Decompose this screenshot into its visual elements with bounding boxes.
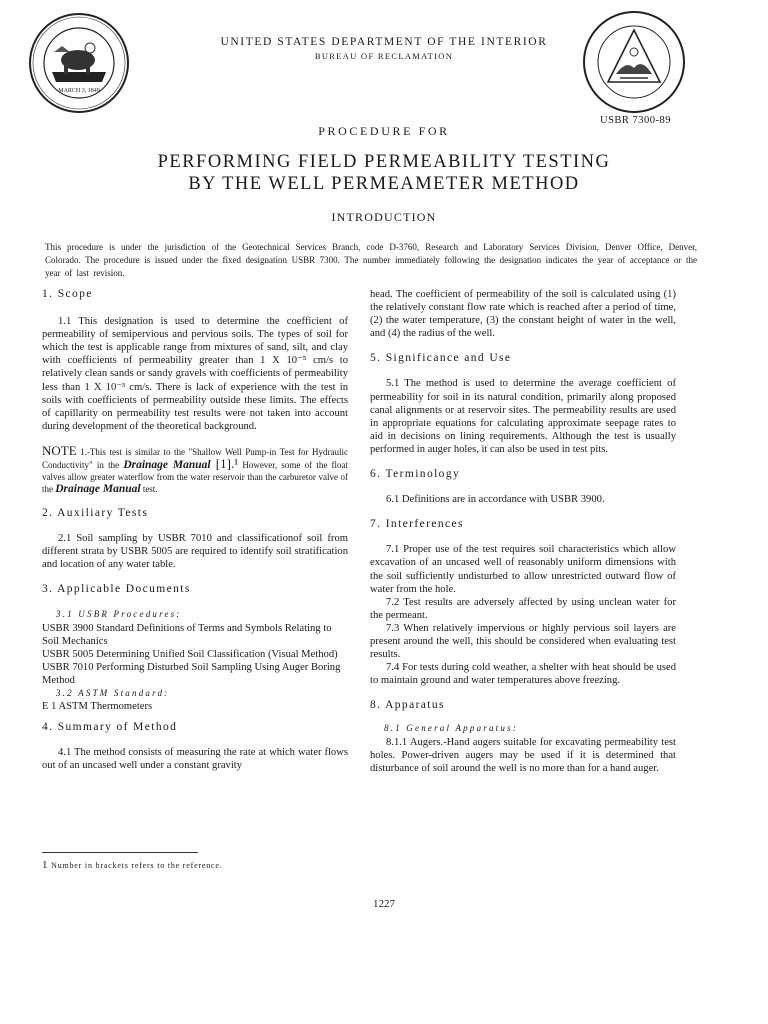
footnote-divider [42,852,198,853]
svg-text:MARCH 3, 1849: MARCH 3, 1849 [58,88,100,94]
section-7-2-paragraph: 7.2 Test results are adversely affected by using unclean water for the permeant. [370,596,676,621]
document-usbr-5005: USBR 5005 Determining Unified Soil Classification (Visual Method) [42,648,338,660]
introduction-text: This procedure is under the jurisdiction of the Geotechnical Services Branch, code D-3760, Research and Laboratory Services Division, Denver Office, Denver, Colorado. The procedure is issued under the fixed designation USBR 7300. The number immediately following the designation indicates the year of acceptance or the year of last revision. [45,242,697,278]
section-8-heading: 8. Apparatus [370,699,445,712]
section-1-heading: 1. Scope [42,288,93,300]
page-number: 1227 [373,898,395,910]
section-5-heading: 5. Significance and Use [370,352,512,365]
doi-seal-left [28,12,130,119]
drainage-manual-ref: Drainage Manual [123,458,211,471]
agency-name: UNITED STATES DEPARTMENT OF THE INTERIOR [220,36,548,48]
section-2-heading: 2. Auxiliary Tests [42,506,149,519]
section-6-paragraph: 6.1 Definitions are in accordance with USBR 3900. [386,494,605,506]
reclamation-seal-right [582,10,686,119]
note-label: NOTE [42,442,77,458]
section-3-heading: 3. Applicable Documents [42,583,191,596]
document-astm-e1: E 1 ASTM Thermometers [42,701,153,713]
section-7-1-paragraph: 7.1 Proper use of the test requires soil characteristics which allow excavation of an uncased well of reasonably uniform dimensions with the soil sufficiently undisturbed to allow unrestricted outward flow of water from the hole. [370,544,676,595]
footnote-text: Number in brackets refers to the reference. [48,861,223,870]
section-8-paragraph: 8.1.1 Augers.-Hand augers suitable for excavating permeability test holes. Power-driven augers may be used if it is determined that disturbance of soil around the well is no more than for a hand auger. [370,736,676,774]
section-7-heading: 7. Interferences [370,518,464,531]
note-1: NOTE 1.-This test is similar to the "Shallow Well Pump-in Test for Hydraulic Conductivity" in the Drainage Manual [1].¹ However, some of the float valves allow greater waterflow from the water reservoir than the carburetor valve of the Drainage Manual test. [42,442,349,495]
document-usbr-3900: USBR 3900 Standard Definitions of Terms and Symbols Relating to Soil Mechanics [42,622,332,647]
introduction-heading: INTRODUCTION [331,210,437,224]
section-6-heading: 6. Terminology [370,468,461,481]
section-2-paragraph: 2.1 Soil sampling by USBR 7010 and classificationof soil from different strata by USBR 5005 are required to identify soil stratification and location of any water table. [42,533,348,571]
section-7-3-paragraph: 7.3 When relatively impervious or highly pervious soil layers are present around the well, this should be considered when evaluating test results. [370,622,676,661]
title-line-2: BY THE WELL PERMEAMETER METHOD [188,174,580,194]
section-4-continuation: head. The coefficient of permeability of the soil is calculated using (1) the relatively constant flow rate which is reached after a period of time, (2) the water temperature, (3) the constant height of water in the well, and (4) the radius of the well. [370,289,676,340]
title-line-1: PERFORMING FIELD PERMEABILITY TESTING [157,152,611,172]
designation-code: USBR 7300-89 [600,115,672,126]
left-column [42,288,348,772]
bureau-name: BUREAU OF RECLAMATION [314,51,454,61]
usbr-procedures-subheading: 3.1 USBR Procedures: [56,609,182,620]
footnote-number: 1 [42,859,49,871]
astm-standard-subheading: 3.2 ASTM Standard: [56,687,170,698]
general-apparatus-subheading: 8.1 General Apparatus: [384,723,518,734]
section-1-paragraph: 1.1 This designation is used to determine the coefficient of permeability of semipervious and pervious soils. The types of soil for which the test is applicable range from mixtures of sand, silt, and clay with coefficients of permeability greater than 1 X 10⁻⁵ cm/s to relatively clean sands or sandy gravels with coefficients of permeability less than 1 X 10⁻³ cm/s. There is lack of experience with the test in soils with coefficients of permeability outside these limits. The effects of capillarity on permeability test results were not taken into account during development of the theoretical background. [42,316,348,432]
procedure-for: PROCEDURE FOR [318,124,450,138]
right-column [370,288,676,775]
section-5-paragraph: 5.1 The method is used to determine the average coefficient of permeability for soil in its natural condition, primarily along proposed canal alignments or at reservoir sites. The permeability results are used in appropriate equations for calculating approximate seepage rates to aid in decisions on lining requirements. Although the test is usually performed in auger holes, it can also be used in test pits. [370,378,676,455]
document-usbr-7010: USBR 7010 Performing Disturbed Soil Sampling Using Auger Boring Method [42,661,341,686]
section-4-heading: 4. Summary of Method [42,721,178,734]
section-4-paragraph: 4.1 The method consists of measuring the rate at which water flows out of an uncased well under a constant gravity [42,747,348,772]
section-7-4-paragraph: 7.4 For tests during cold weather, a shelter with heat should be used to maintain ground and water temperatures above freezing. [370,662,676,687]
footnote [42,859,223,871]
